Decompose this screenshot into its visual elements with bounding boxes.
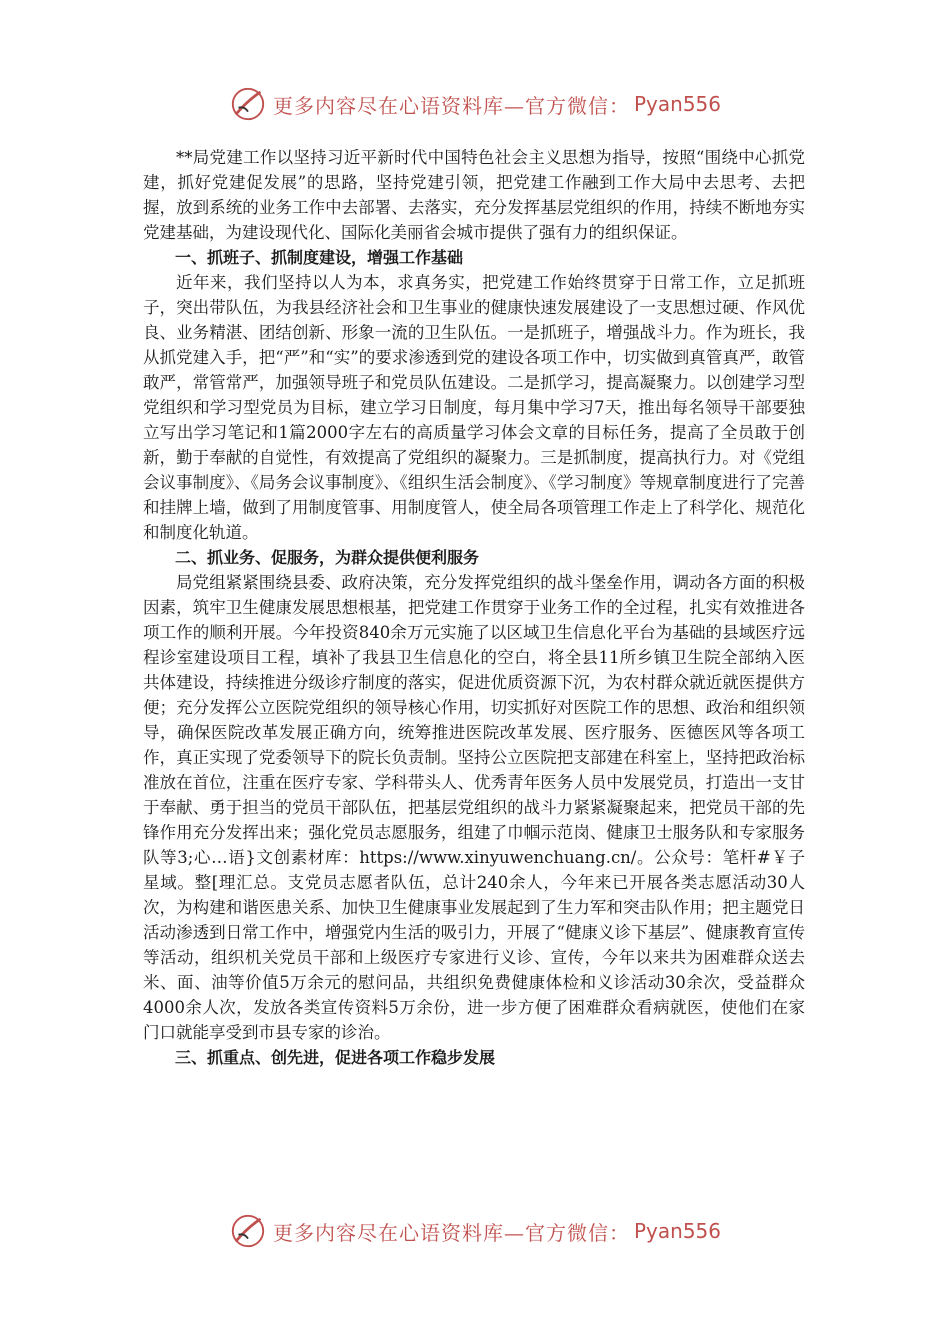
hand-quill-logo-icon bbox=[229, 85, 267, 123]
section-heading-2: 二、抓业务、促服务，为群众提供便利服务 bbox=[175, 548, 480, 567]
hand-quill-logo-icon bbox=[229, 1212, 267, 1250]
banner-text: 更多内容尽在心语资料库—官方微信： bbox=[272, 1220, 630, 1245]
section-heading-3: 三、抓重点、创先进，促进各项工作稳步发展 bbox=[175, 1048, 496, 1067]
banner-account: Pyan556 bbox=[633, 92, 721, 116]
document-body bbox=[143, 145, 805, 1070]
banner-text: 更多内容尽在心语资料库—官方微信： bbox=[272, 93, 630, 118]
footer-banner[interactable] bbox=[0, 1211, 950, 1251]
intro-paragraph: **局党建工作以坚持习近平新时代中国特色社会主义思想为指导，按照“围绕中心抓党建，抓好党建促发展”的思路，坚持党建引领，把党建工作融到工作大局中去思考、去把握，放到系统的业务工作中去部署、去落实，充分发挥基层党组织的作用，持续不断地夯实党建基础，为建设现代化、国际化美丽省会城市提供了强有力的组织保证。 bbox=[143, 148, 805, 242]
section-1-paragraph: 近年来，我们坚持以人为本，求真务实，把党建工作始终贯穿于日常工作，立足抓班子，突出带队伍，为我县经济社会和卫生事业的健康快速发展建设了一支思想过硬、作风优良、业务精湛、团结创新、形象一流的卫生队伍。一是抓班子，增强战斗力。作为班长，我从抓党建入手，把“严”和“实”的要求渗透到党的建设各项工作中，切实做到真管真严，敢管敢严，常管常严，加强领导班子和党员队伍建设。二是抓学习，提高凝聚力。以创建学习型党组织和学习型党员为目标，建立学习日制度，每月集中学习7天，推出每名领导干部要独立写出学习笔记和1篇2000字左右的高质量学习体会文章的目标任务，提高了全员敢于创新，勤于奉献的自觉性，有效提高了党组织的凝聚力。三是抓制度，提高执行力。对《党组会议事制度》、《局务会议事制度》、《组织生活会制度》、《学习制度》等规章制度进行了完善和挂牌上墙，做到了用制度管事、用制度管人，使全局各项管理工作走上了科学化、规范化和制度化轨道。 bbox=[143, 273, 805, 542]
section-heading-1: 一、抓班子、抓制度建设，增强工作基础 bbox=[175, 248, 464, 267]
header-banner[interactable] bbox=[0, 84, 950, 124]
banner-account: Pyan556 bbox=[633, 1219, 721, 1243]
section-2-paragraph: 局党组紧紧围绕县委、政府决策，充分发挥党组织的战斗堡垒作用，调动各方面的积极因素，筑牢卫生健康发展思想根基，把党建工作贯穿于业务工作的全过程，扎实有效推进各项工作的顺利开展。今年投资840余万元实施了以区域卫生信息化平台为基础的县域医疗远程诊室建设项目工程，填补了我县卫生信息化的空白，将全县11所乡镇卫生院全部纳入医共体建设，持续推进分级诊疗制度的落实，促进优质资源下沉，为农村群众就近就医提供方便；充分发挥公立医院党组织的领导核心作用，切实抓好对医院工作的思想、政治和组织领导，确保医院改革发展正确方向，统筹推进医院改革发展、医疗服务、医德医风等各项工作，真正实现了党委领导下的院长负责制。坚持公立医院把支部建在科室上，坚持把政治标准放在首位，注重在医疗专家、学科带头人、优秀青年医务人员中发展党员，打造出一支甘于奉献、勇于担当的党员干部队伍，把基层党组织的战斗力紧紧凝聚起来，把党员干部的先锋作用充分发挥出来；强化党员志愿服务，组建了巾帼示范岗、健康卫士服务队和专家服务队等3;心…语}文创素材库：https://www.xinyuwenchuang.cn/。公众号：笔杆#￥子星域。整[理汇总。支党员志愿者队伍，总计240余人，今年来已开展各类志愿活动30人次，为构建和谐医患关系、加快卫生健康事业发展起到了生力军和突击队作用；把主题党日活动渗透到日常工作中，增强党内生活的吸引力，开展了“健康义诊下基层”、健康教育宣传等活动，组织机关党员干部和上级医疗专家进行义诊、宣传，今年以来共为困难群众送去米、面、油等价值5万余元的慰问品，共组织免费健康体检和义诊活动30余次，受益群众4000余人次，发放各类宣传资料5万余份，进一步方便了困难群众看病就医，使他们在家门口就能享受到市县专家的诊治。 bbox=[143, 573, 805, 1042]
